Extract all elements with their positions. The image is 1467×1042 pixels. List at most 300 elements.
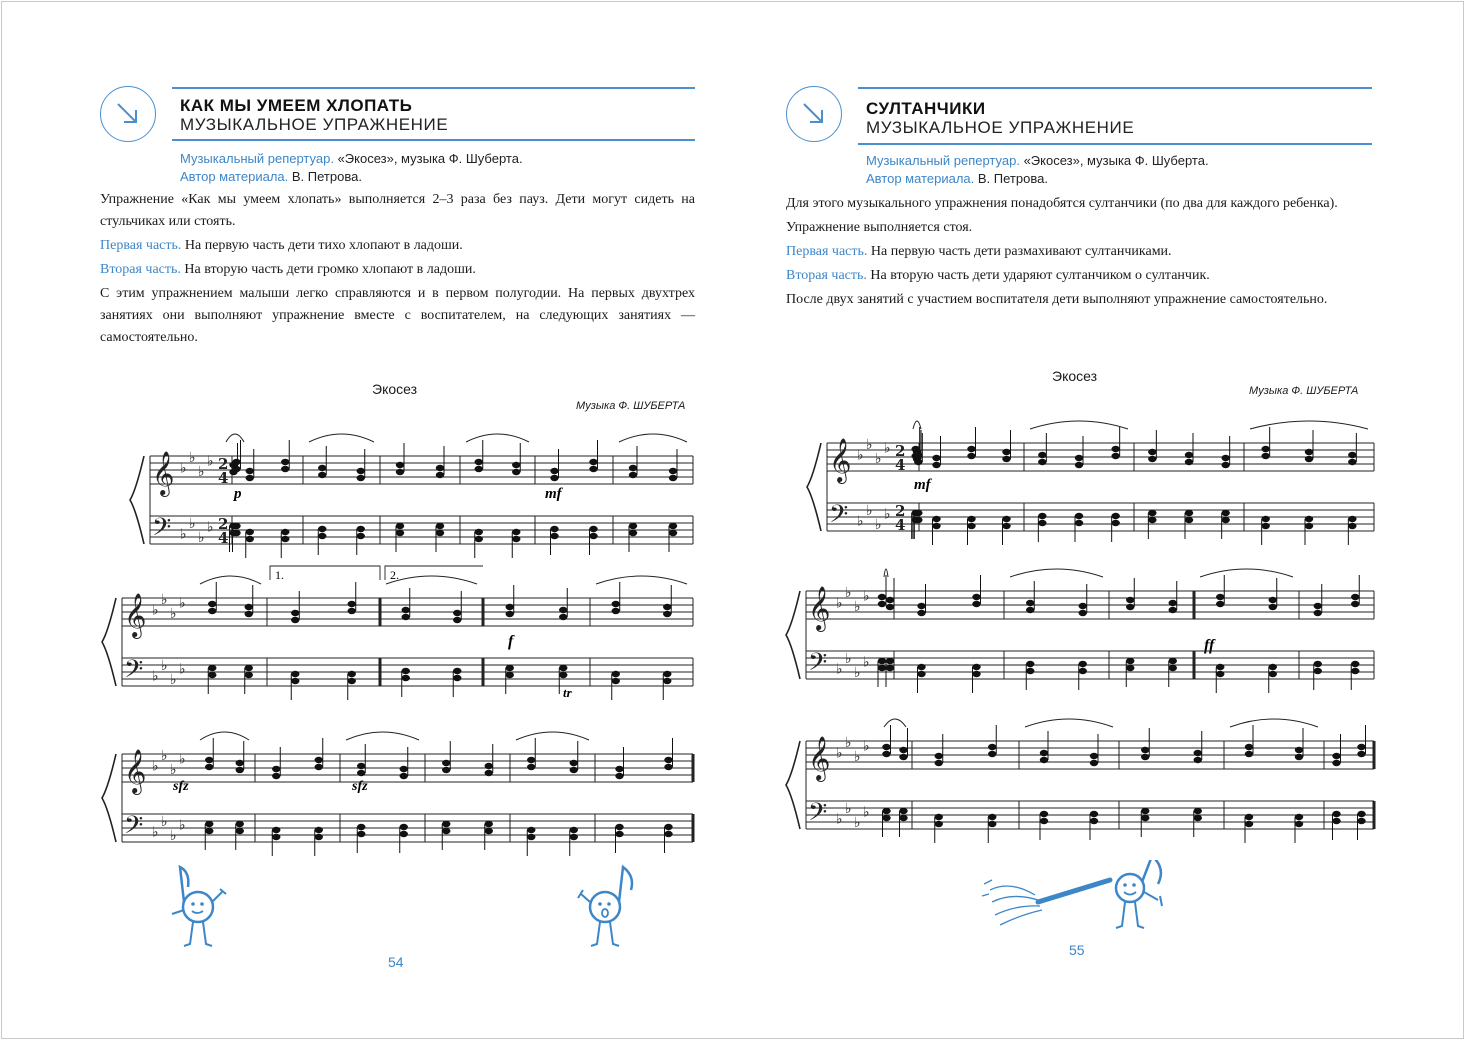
time-signature: 4 xyxy=(218,529,229,547)
note-head xyxy=(899,747,907,753)
mascot-with-plume-icon xyxy=(980,860,1180,940)
note-head xyxy=(1169,607,1177,613)
note-head xyxy=(442,821,450,827)
flat-icon: ♭ xyxy=(854,815,861,831)
note-head xyxy=(272,827,280,833)
note-head xyxy=(967,453,975,459)
note-head xyxy=(1194,815,1202,821)
note-head xyxy=(1295,754,1303,760)
note-head xyxy=(669,530,677,536)
note-head xyxy=(1075,520,1083,526)
body-text xyxy=(786,193,1372,313)
slur xyxy=(596,576,687,584)
note-head xyxy=(229,523,237,529)
note-head xyxy=(1221,462,1229,468)
treble-clef-icon: 𝄞 xyxy=(808,586,831,630)
note-head xyxy=(1221,455,1229,461)
time-signature: 2 xyxy=(218,515,229,533)
arrow-circle-icon xyxy=(100,86,156,142)
note-head xyxy=(1038,520,1046,526)
treble-clef-icon: 𝄞 xyxy=(124,593,147,637)
note-head xyxy=(972,671,980,677)
note-head xyxy=(1261,516,1269,522)
note-head xyxy=(669,523,677,529)
slur xyxy=(386,576,477,584)
note-head xyxy=(663,604,671,610)
note-head xyxy=(246,529,254,535)
note-head xyxy=(1332,818,1340,824)
note-head xyxy=(208,601,216,607)
time-signature: 4 xyxy=(218,469,229,487)
note-head xyxy=(402,675,410,681)
flat-icon: ♭ xyxy=(179,595,186,612)
bass-clef-icon: 𝄢 xyxy=(829,500,849,535)
brace xyxy=(102,754,116,842)
right-page xyxy=(734,0,1467,1042)
note-head xyxy=(272,766,280,772)
note-head xyxy=(245,672,253,678)
note-head xyxy=(886,665,894,671)
note-head xyxy=(1305,516,1313,522)
note-head xyxy=(291,671,299,677)
flat-icon: ♭ xyxy=(180,460,187,477)
flat-icon: ♭ xyxy=(857,447,864,464)
standing-paragraph: Упражнение выполняется стоя. xyxy=(786,220,973,235)
note-head xyxy=(205,821,213,827)
note-head xyxy=(629,530,637,536)
note-head xyxy=(612,678,620,684)
note-head xyxy=(436,530,444,536)
note-head xyxy=(1141,808,1149,814)
repertoire-label: Музыкальный репертуар. xyxy=(866,153,1020,168)
header-rule xyxy=(858,87,1372,89)
note-head xyxy=(1038,452,1046,458)
treble-clef-icon: 𝄞 xyxy=(124,749,147,793)
note-head xyxy=(1111,453,1119,459)
note-head xyxy=(615,831,623,837)
note-head xyxy=(1079,668,1087,674)
note-head xyxy=(527,827,535,833)
note-head xyxy=(1141,815,1149,821)
note-head xyxy=(527,764,535,770)
brace xyxy=(786,741,800,829)
note-head xyxy=(208,672,216,678)
dynamic-mf: mf xyxy=(914,477,931,493)
note-head xyxy=(396,462,404,468)
note-head xyxy=(291,617,299,623)
note-head xyxy=(506,672,514,678)
note-head xyxy=(559,672,567,678)
note-head xyxy=(1332,811,1340,817)
note-head xyxy=(1185,510,1193,516)
note-head xyxy=(559,665,567,671)
note-head xyxy=(229,530,237,536)
repertoire-label: Музыкальный репертуар. xyxy=(180,151,334,166)
note-head xyxy=(1245,744,1253,750)
note-head xyxy=(988,744,996,750)
note-head xyxy=(1169,658,1177,664)
note-head xyxy=(589,526,597,532)
flat-icon: ♭ xyxy=(180,526,187,543)
time-signature: 2 xyxy=(895,442,906,460)
note-head xyxy=(1351,594,1359,600)
flat-icon: ♭ xyxy=(884,506,891,523)
note-head xyxy=(1261,453,1269,459)
flat-icon: ♭ xyxy=(170,762,177,778)
note-head xyxy=(550,526,558,532)
note-head xyxy=(1079,661,1087,667)
slur xyxy=(226,434,244,442)
note-head xyxy=(972,664,980,670)
note-head xyxy=(1357,744,1365,750)
note-head xyxy=(1295,814,1303,820)
flat-icon: ♭ xyxy=(152,824,159,841)
dynamic-mf: mf xyxy=(545,486,562,502)
note-head xyxy=(1185,517,1193,523)
slur xyxy=(1025,719,1113,727)
bass-clef-icon: 𝄢 xyxy=(124,811,144,846)
flat-icon: ♭ xyxy=(845,585,852,601)
note-head xyxy=(1090,753,1098,759)
note-head xyxy=(357,824,365,830)
note-head xyxy=(1216,664,1224,670)
note-head xyxy=(886,597,894,603)
note-head xyxy=(878,658,886,664)
note-head xyxy=(453,610,461,616)
note-head xyxy=(932,462,940,468)
flat-icon: ♭ xyxy=(857,513,864,530)
note-head xyxy=(589,466,597,472)
note-head xyxy=(935,753,943,759)
note-head xyxy=(1269,671,1277,677)
note-head xyxy=(442,767,450,773)
part2-text: На вторую часть дети громко хлопают в ладоши. xyxy=(184,262,476,277)
note-head xyxy=(1075,462,1083,468)
note-head xyxy=(396,523,404,529)
volta-bracket xyxy=(385,566,483,580)
note-head xyxy=(205,828,213,834)
note-head xyxy=(453,668,461,674)
note-head xyxy=(208,665,216,671)
flat-icon: ♭ xyxy=(179,817,186,834)
note-head xyxy=(1348,516,1356,522)
flat-icon: ♭ xyxy=(884,440,891,457)
note-head xyxy=(1351,668,1359,674)
page-title: СУЛТАНЧИКИ xyxy=(866,99,986,118)
note-head xyxy=(550,533,558,539)
flat-icon: ♭ xyxy=(836,595,843,612)
note-head xyxy=(1141,747,1149,753)
slur xyxy=(1200,569,1293,577)
flat-icon: ♭ xyxy=(207,453,214,470)
flat-icon: ♭ xyxy=(170,672,177,688)
volta-1: 1. xyxy=(275,568,284,582)
note-head xyxy=(1090,818,1098,824)
note-head xyxy=(1141,754,1149,760)
note-head xyxy=(663,611,671,617)
page-subtitle: МУЗЫКАЛЬНОЕ УПРАЖНЕНИЕ xyxy=(180,115,449,134)
treble-clef-icon: 𝄞 xyxy=(808,736,831,780)
note-head xyxy=(1169,665,1177,671)
note-head xyxy=(615,773,623,779)
repertoire-value: «Экосез», музыка Ф. Шуберта. xyxy=(337,151,523,166)
note-head xyxy=(1269,597,1277,603)
note-head xyxy=(899,754,907,760)
note-head xyxy=(570,767,578,773)
flat-icon: ♭ xyxy=(854,749,861,765)
note-head xyxy=(664,824,672,830)
trill-mark: tr xyxy=(563,685,572,700)
bass-clef-icon: 𝄢 xyxy=(124,655,144,690)
flat-icon: ♭ xyxy=(198,530,205,546)
note-head xyxy=(967,523,975,529)
note-head xyxy=(988,821,996,827)
note-head xyxy=(315,834,323,840)
slur xyxy=(200,576,261,584)
note-head xyxy=(318,533,326,539)
treble-clef-icon: 𝄞 xyxy=(829,438,852,482)
note-head xyxy=(229,469,237,475)
note-head xyxy=(512,529,520,535)
note-head xyxy=(1295,747,1303,753)
note-head xyxy=(1126,597,1134,603)
note-head xyxy=(475,459,483,465)
part1-label: Первая часть. xyxy=(786,244,868,259)
note-head xyxy=(914,452,922,458)
outro-paragraph: После двух занятий с участием воспитателя дети выполняют упражнение самостоятельно. xyxy=(786,292,1328,307)
flat-icon: ♭ xyxy=(863,804,870,821)
flat-icon: ♭ xyxy=(854,599,861,615)
slur xyxy=(884,719,906,727)
note-head xyxy=(208,608,216,614)
note-head xyxy=(245,611,253,617)
note-head xyxy=(400,773,408,779)
note-head xyxy=(281,459,289,465)
flat-icon: ♭ xyxy=(152,758,159,775)
note-head xyxy=(1040,757,1048,763)
page-number: 55 xyxy=(1069,942,1085,958)
header-rule-bottom xyxy=(858,143,1372,145)
flat-icon: ♭ xyxy=(875,451,882,467)
note-head xyxy=(886,604,894,610)
note-head xyxy=(1221,517,1229,523)
flat-icon: ♭ xyxy=(836,661,843,678)
note-head xyxy=(512,536,520,542)
note-head xyxy=(485,770,493,776)
note-head xyxy=(1090,760,1098,766)
note-head xyxy=(935,760,943,766)
note-head xyxy=(550,468,558,474)
note-head xyxy=(917,664,925,670)
note-head xyxy=(615,824,623,830)
note-head xyxy=(246,536,254,542)
repertoire-value: «Экосез», музыка Ф. Шуберта. xyxy=(1023,153,1209,168)
note-head xyxy=(899,808,907,814)
flat-icon: ♭ xyxy=(152,602,159,619)
meta-info xyxy=(180,150,523,186)
note-head xyxy=(1169,600,1177,606)
note-head xyxy=(1305,456,1313,462)
note-head xyxy=(1148,510,1156,516)
treble-clef-icon: 𝄞 xyxy=(152,451,175,495)
slur xyxy=(1010,569,1103,577)
note-head xyxy=(315,764,323,770)
flat-icon: ♭ xyxy=(161,592,168,608)
note-head xyxy=(917,671,925,677)
flat-icon: ♭ xyxy=(161,748,168,764)
note-head xyxy=(878,601,886,607)
slur xyxy=(309,434,374,442)
note-head xyxy=(1314,661,1322,667)
note-head xyxy=(1111,520,1119,526)
note-head xyxy=(1040,750,1048,756)
note-head xyxy=(245,604,253,610)
flat-icon: ♭ xyxy=(179,751,186,768)
note-head xyxy=(402,614,410,620)
note-head xyxy=(357,763,365,769)
piece-title: Экосез xyxy=(1052,368,1098,384)
note-head xyxy=(629,523,637,529)
note-head xyxy=(1314,603,1322,609)
note-head xyxy=(899,815,907,821)
note-head xyxy=(475,466,483,472)
note-head xyxy=(485,821,493,827)
note-mascot-right-icon xyxy=(575,862,645,952)
flat-icon: ♭ xyxy=(863,738,870,755)
intro-paragraph: Для этого музыкального упражнения понадобятся султанчики (по два для каждого ребенка). xyxy=(786,196,1338,211)
note-head xyxy=(396,469,404,475)
header-rule-bottom xyxy=(172,139,695,141)
slur xyxy=(1230,719,1318,727)
note-head xyxy=(882,815,890,821)
note-head xyxy=(1216,601,1224,607)
note-head xyxy=(589,459,597,465)
note-head xyxy=(1245,821,1253,827)
page-subtitle: МУЗЫКАЛЬНОЕ УПРАЖНЕНИЕ xyxy=(866,118,1135,137)
note-head xyxy=(669,475,677,481)
note-head xyxy=(512,462,520,468)
note-head xyxy=(988,751,996,757)
note-head xyxy=(348,608,356,614)
note-head xyxy=(442,760,450,766)
composer: Музыка Ф. ШУБЕРТА xyxy=(1249,385,1359,397)
note-head xyxy=(400,766,408,772)
note-head xyxy=(506,604,514,610)
note-head xyxy=(1002,456,1010,462)
note-head xyxy=(663,671,671,677)
note-head xyxy=(348,601,356,607)
flat-icon: ♭ xyxy=(198,464,205,480)
page-title: КАК МЫ УМЕЕМ ХЛОПАТЬ xyxy=(180,96,413,115)
note-head xyxy=(236,760,244,766)
note-head xyxy=(1090,811,1098,817)
note-head xyxy=(318,526,326,532)
note-head xyxy=(1261,446,1269,452)
note-head xyxy=(1194,757,1202,763)
part1-text: На первую часть дети размахивают султанчиками. xyxy=(870,244,1172,259)
note-head xyxy=(357,468,365,474)
note-head xyxy=(1314,610,1322,616)
note-head xyxy=(1348,523,1356,529)
body-text xyxy=(100,189,695,351)
note-head xyxy=(236,821,244,827)
flat-icon: ♭ xyxy=(836,811,843,828)
flat-icon: ♭ xyxy=(152,668,159,685)
note-head xyxy=(348,671,356,677)
note-head xyxy=(559,614,567,620)
note-head xyxy=(1261,523,1269,529)
note-head xyxy=(348,678,356,684)
composer: Музыка Ф. ШУБЕРТА xyxy=(576,400,686,412)
note-head xyxy=(315,827,323,833)
note-head xyxy=(972,601,980,607)
note-head xyxy=(935,821,943,827)
dynamic-sfz-1: sfz xyxy=(173,779,189,794)
note-head xyxy=(1040,811,1048,817)
note-head xyxy=(664,831,672,837)
note-head xyxy=(917,603,925,609)
bass-clef-icon: 𝄢 xyxy=(808,648,828,683)
part1-text: На первую часть дети тихо хлопают в ладоши. xyxy=(184,238,463,253)
author-label: Автор материала. xyxy=(866,171,975,186)
slur xyxy=(516,732,589,740)
note-head xyxy=(1002,516,1010,522)
note-head xyxy=(1269,664,1277,670)
part2-text: На вторую часть дети ударяют султанчиком о султанчик. xyxy=(870,268,1210,283)
sheet-music-left xyxy=(0,420,733,920)
note-head xyxy=(315,757,323,763)
volta-bracket xyxy=(270,566,380,580)
note-head xyxy=(1185,459,1193,465)
note-head xyxy=(245,665,253,671)
note-head xyxy=(281,536,289,542)
note-head xyxy=(1194,808,1202,814)
note-head xyxy=(400,824,408,830)
note-head xyxy=(612,601,620,607)
note-head xyxy=(1332,753,1340,759)
note-head xyxy=(436,465,444,471)
note-head xyxy=(559,607,567,613)
note-head xyxy=(1348,452,1356,458)
note-head xyxy=(1185,452,1193,458)
dynamic-f: f xyxy=(508,633,514,650)
note-head xyxy=(1357,818,1365,824)
note-head xyxy=(1075,455,1083,461)
note-head xyxy=(485,763,493,769)
flat-icon: ♭ xyxy=(863,588,870,605)
note-head xyxy=(1079,603,1087,609)
note-head xyxy=(1351,661,1359,667)
note-head xyxy=(1111,513,1119,519)
note-head xyxy=(1305,523,1313,529)
note-head xyxy=(664,764,672,770)
flat-icon: ♭ xyxy=(845,651,852,667)
flat-icon: ♭ xyxy=(189,516,196,532)
flat-icon: ♭ xyxy=(866,437,873,453)
note-head xyxy=(475,529,483,535)
note-head xyxy=(932,455,940,461)
note-head xyxy=(1002,449,1010,455)
note-head xyxy=(402,607,410,613)
intro-paragraph: Упражнение «Как мы умеем хлопать» выполняется 2–3 раза без пауз. Дети могут сидеть на стульчиках или стоять. xyxy=(100,192,695,229)
brace xyxy=(807,443,821,531)
time-signature: 2 xyxy=(895,502,906,520)
note-head xyxy=(882,808,890,814)
note-head xyxy=(1348,459,1356,465)
note-head xyxy=(1245,751,1253,757)
note-head xyxy=(281,529,289,535)
note-head xyxy=(396,530,404,536)
